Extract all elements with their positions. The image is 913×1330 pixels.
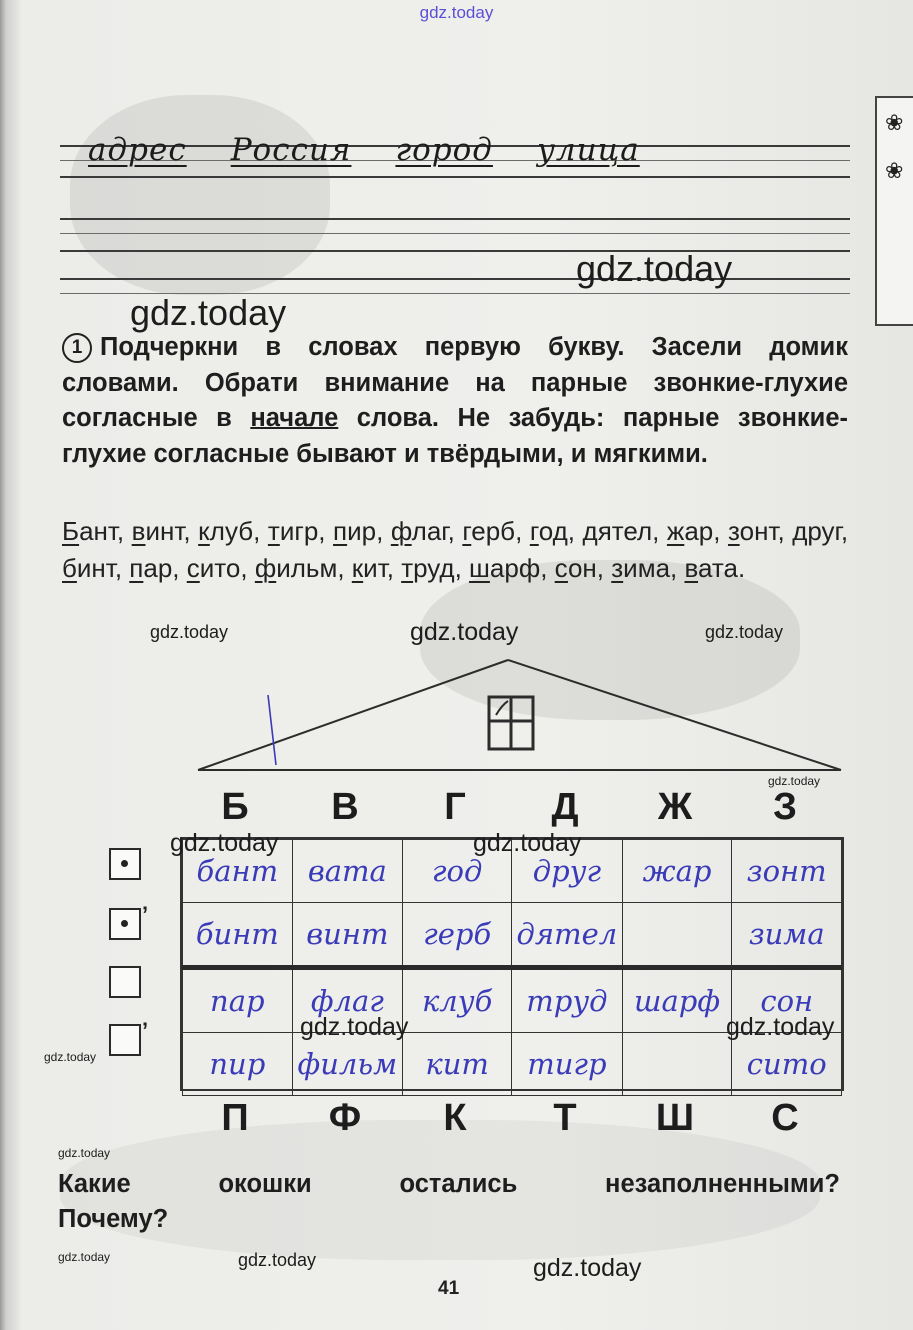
- letter-label: Б: [221, 786, 249, 828]
- word-rest: ата: [698, 553, 738, 583]
- grid-cell: шарф: [622, 968, 732, 1033]
- copybook-word: адрес: [88, 132, 187, 168]
- word-rest: игр: [279, 516, 319, 546]
- word-first-letter: ш: [469, 553, 490, 583]
- watermark: gdz.today: [150, 622, 229, 642]
- word-first-letter: Б: [62, 516, 80, 546]
- letter-label: З: [773, 786, 797, 828]
- grid-cell: сито: [732, 1033, 842, 1096]
- voiceless-letters-row: [180, 1097, 840, 1140]
- watermark: gdz.today: [576, 248, 733, 289]
- question-word: остались: [399, 1170, 518, 1198]
- word-item: [129, 553, 172, 583]
- word-first-letter: к: [351, 553, 364, 583]
- word-first-letter: в: [131, 516, 146, 546]
- grid-cell: сон: [732, 968, 842, 1033]
- watermark: gdz.today: [238, 1250, 317, 1270]
- copybook-word: улица: [536, 132, 640, 168]
- word-first-letter: г: [462, 516, 472, 546]
- grid-cell: зима: [732, 903, 842, 968]
- soft-consonant-marker: ’: [109, 908, 141, 940]
- word-rest: руд: [413, 553, 455, 583]
- house-roof: [196, 655, 846, 775]
- word-first-letter: ф: [390, 516, 412, 546]
- word-item: [469, 553, 540, 583]
- grid-cell: пир: [183, 1033, 293, 1096]
- word-rest: има: [623, 553, 671, 583]
- letter-label: Г: [444, 786, 466, 828]
- word-first-letter: д: [792, 516, 808, 546]
- word-item: [268, 516, 318, 546]
- word-item: [62, 553, 115, 583]
- word-first-letter: к: [198, 516, 210, 546]
- task-instruction: [62, 330, 848, 472]
- grid-cell: герб: [403, 903, 512, 968]
- word-list: Бант, винт, клуб, тигр, пир, флаг, герб, год, дятел, жар, зонт, друг, бинт, пар, сито, фильм, кит, труд, шарф, сон, зима, вата.: [62, 516, 849, 583]
- word-first-letter: г: [529, 516, 539, 546]
- grid-cell: год: [403, 840, 512, 903]
- watermark: gdz.today: [705, 622, 784, 642]
- word-item: [391, 516, 448, 546]
- task-text-part2: слова. Не забудь: парные звонкие-глухие согласные бывают и твёрдыми, и мягкими.: [62, 404, 848, 468]
- letter-label: Т: [553, 1097, 577, 1139]
- soft-consonant-marker: ’: [109, 1024, 141, 1056]
- grid-row: [183, 903, 842, 968]
- word-first-letter: б: [62, 553, 77, 583]
- question-word: незаполненными?: [605, 1170, 840, 1198]
- word-item: [611, 553, 670, 583]
- ruled-line: [60, 233, 850, 234]
- word-item: [401, 553, 454, 583]
- grid-cell: друг: [512, 840, 623, 903]
- grid-cell: [622, 903, 732, 968]
- grid-cell: флаг: [292, 968, 402, 1033]
- flower-icon: ❀: [885, 158, 904, 183]
- grid-cell: зонт: [732, 840, 842, 903]
- copybook-words: [88, 132, 788, 168]
- word-item: [187, 553, 241, 583]
- voiced-letters-row: [180, 786, 840, 829]
- word-item: [684, 553, 738, 583]
- word-first-letter: в: [684, 553, 699, 583]
- word-item: [667, 516, 713, 546]
- ruled-line: [60, 218, 850, 220]
- task-number: 1: [62, 333, 92, 363]
- ruled-line: [60, 176, 850, 178]
- word-item: [352, 553, 387, 583]
- word-first-letter: д: [582, 516, 598, 546]
- word-rest: лаг: [411, 516, 448, 546]
- question-line2: Почему?: [58, 1205, 169, 1233]
- word-first-letter: п: [333, 516, 348, 546]
- word-rest: онт: [739, 516, 778, 546]
- letter-label: Ж: [657, 786, 693, 828]
- grid-cell: дятел: [512, 903, 623, 968]
- word-first-letter: т: [401, 553, 414, 583]
- watermark: gdz.today: [533, 1254, 642, 1282]
- watermark: gdz.today: [58, 1250, 111, 1264]
- word-first-letter: с: [186, 553, 200, 583]
- watermark: gdz.today: [300, 1013, 409, 1041]
- word-item: [530, 516, 568, 546]
- word-item: [792, 516, 841, 546]
- copybook-word: город: [395, 132, 493, 168]
- word-first-letter: з: [611, 553, 624, 583]
- watermark: gdz.today: [410, 618, 519, 646]
- word-rest: ар: [684, 516, 714, 546]
- word-first-letter: т: [267, 516, 280, 546]
- watermark: gdz.today: [768, 774, 821, 788]
- word-first-letter: ж: [666, 516, 685, 546]
- word-first-letter: з: [727, 516, 740, 546]
- word-rest: ар: [143, 553, 173, 583]
- word-item: [132, 516, 184, 546]
- letter-label: Ф: [328, 1097, 362, 1139]
- word-rest: арф: [489, 553, 541, 583]
- grid-cell: бант: [183, 840, 293, 903]
- word-rest: ир: [347, 516, 377, 546]
- task-text-emphasis: начале: [250, 404, 339, 432]
- word-rest: луб: [209, 516, 254, 546]
- letter-label: К: [443, 1097, 467, 1139]
- word-rest: ит: [363, 553, 387, 583]
- flower-icon: ❀: [885, 110, 904, 135]
- word-item: [462, 516, 515, 546]
- hard-consonant-marker: [109, 966, 141, 998]
- grid-cell: жар: [622, 840, 732, 903]
- house-grid-table: [182, 839, 842, 1096]
- question: [58, 1167, 840, 1237]
- word-item: [255, 553, 338, 583]
- grid-cell: тигр: [512, 1033, 623, 1096]
- word-rest: ерб: [471, 516, 516, 546]
- word-item: [198, 516, 253, 546]
- task-text-part1: Подчеркни в словах первую букву. Засели домик словами. Обрати внимание на парные звонкие-глухие согласные в: [62, 333, 848, 432]
- word-rest: ильм: [276, 553, 338, 583]
- word-item: [333, 516, 376, 546]
- page-number: 41: [438, 1278, 460, 1299]
- word-rest: од: [538, 516, 568, 546]
- word-rest: ятел: [597, 516, 653, 546]
- word-rest: ант: [79, 516, 117, 546]
- word-first-letter: ф: [254, 553, 277, 583]
- top-watermark: gdz.today: [419, 3, 494, 22]
- grid-cell: клуб: [403, 968, 512, 1033]
- word-rest: руг: [807, 516, 841, 546]
- word-rest: инт: [76, 553, 115, 583]
- word-first-letter: п: [129, 553, 144, 583]
- watermark: gdz.today: [473, 829, 582, 857]
- grid-cell: винт: [292, 903, 402, 968]
- grid-cell: [622, 1033, 732, 1096]
- word-item: [555, 553, 597, 583]
- copybook-word: Россия: [230, 132, 352, 168]
- word-item: [62, 516, 117, 546]
- letter-label: С: [771, 1097, 799, 1139]
- hard-consonant-marker: [109, 848, 141, 880]
- grid-cell: фильм: [292, 1033, 402, 1096]
- letter-label: Д: [551, 786, 579, 828]
- watermark: gdz.today: [130, 292, 287, 333]
- word-item: [728, 516, 778, 546]
- watermark: gdz.today: [726, 1013, 835, 1041]
- word-rest: ито: [199, 553, 241, 583]
- letter-label: П: [221, 1097, 249, 1139]
- watermark: gdz.today: [44, 1050, 97, 1064]
- word-item: [583, 516, 653, 546]
- house-grid: [180, 837, 844, 1091]
- word-rest: инт: [145, 516, 184, 546]
- word-first-letter: с: [554, 553, 568, 583]
- question-word: окошки: [218, 1170, 312, 1198]
- watermark: gdz.today: [58, 1146, 111, 1160]
- word-rest: он: [567, 553, 597, 583]
- letter-label: Ш: [655, 1097, 695, 1139]
- grid-cell: кит: [403, 1033, 512, 1096]
- ghost-illustration: [70, 95, 330, 295]
- letter-label: В: [331, 786, 359, 828]
- grid-cell: бинт: [183, 903, 293, 968]
- grid-cell: труд: [512, 968, 623, 1033]
- watermark: gdz.today: [170, 829, 279, 857]
- question-word: Какие: [58, 1170, 131, 1198]
- grid-cell: пар: [183, 968, 293, 1033]
- grid-cell: вата: [292, 840, 402, 903]
